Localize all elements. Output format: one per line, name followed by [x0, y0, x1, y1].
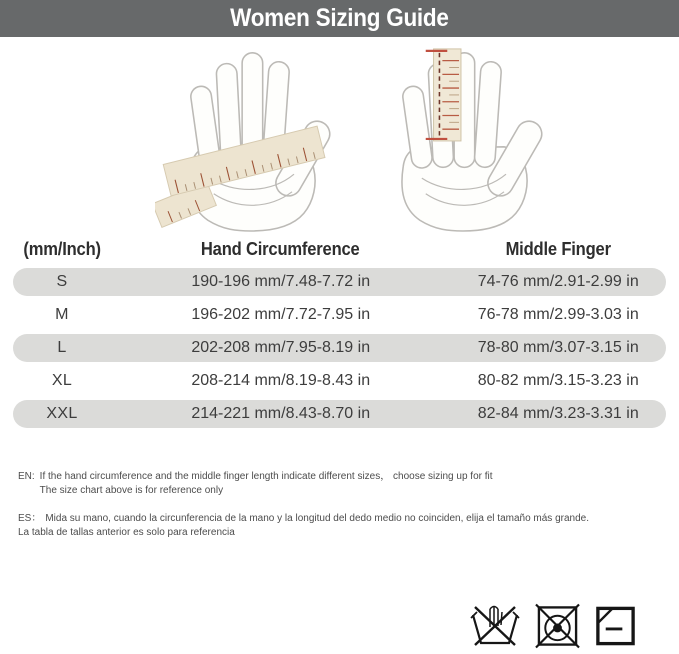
page-title: Women Sizing Guide [230, 4, 449, 32]
note-en-line1: If the hand circumference and the middle finger length indicate different sizes， choose sizing up for fit [39, 471, 493, 482]
table-row [13, 334, 666, 362]
note-es-line1-row [18, 512, 589, 526]
note-en-label: EN: [18, 471, 35, 482]
note-en-line2: The size chart above is for reference only [39, 484, 224, 496]
middle-finger-value: 82-84 mm/3.23-3.31 in [477, 405, 639, 422]
hand-circumference-value: 190-196 mm/7.48-7.72 in [191, 273, 371, 290]
table-row [13, 367, 666, 395]
note-en-lines [40, 470, 493, 497]
hand-circumference-value: 196-202 mm/7.72-7.95 in [191, 306, 371, 323]
note-es-line2: La tabla de tallas anterior es solo para referencia [18, 526, 235, 538]
note-es-label: ES： [18, 513, 42, 524]
hand-circumference-value: 214-221 mm/8.43-8.70 in [191, 405, 371, 422]
size-table [13, 236, 666, 428]
size-label: L [57, 339, 67, 356]
table-header-row [13, 236, 666, 263]
middle-finger-value: 78-80 mm/3.07-3.15 in [477, 339, 639, 356]
note-en [18, 470, 493, 497]
dry-flat-in-shade-icon [593, 603, 638, 649]
middle-finger-measure-illustration [367, 44, 553, 232]
column-header-unit: (mm/Inch) [23, 239, 101, 259]
table-row [13, 400, 666, 428]
table-row [13, 301, 666, 329]
open-palm-drawing [401, 53, 546, 231]
size-label: M [55, 306, 69, 323]
note-es [18, 512, 589, 539]
hand-circumference-measure-illustration [155, 44, 341, 232]
note-es-line1: Mida su mano, cuando la circunferencia de la mano y la longitud del dedo medio no coinciden, elija el tamaño más grande. [45, 513, 590, 524]
table-row [13, 268, 666, 296]
hand-circumference-value: 208-214 mm/8.19-8.43 in [191, 372, 371, 389]
middle-finger-value: 80-82 mm/3.15-3.23 in [477, 372, 639, 389]
size-label: S [56, 273, 68, 290]
hand-circumference-value: 202-208 mm/7.95-8.19 in [191, 339, 371, 356]
illustrations-row [14, 44, 679, 232]
column-header-hand-circumference: Hand Circumference [201, 239, 361, 259]
do-not-wash-icon [468, 603, 522, 649]
care-symbols-row [468, 603, 638, 649]
do-not-tumble-dry-icon [535, 603, 580, 649]
middle-finger-value: 76-78 mm/2.99-3.03 in [477, 306, 639, 323]
size-label: XXL [46, 405, 78, 422]
title-bar [0, 0, 679, 37]
column-header-middle-finger: Middle Finger [505, 239, 611, 259]
size-label: XL [51, 372, 73, 389]
middle-finger-value: 74-76 mm/2.91-2.99 in [477, 273, 639, 290]
